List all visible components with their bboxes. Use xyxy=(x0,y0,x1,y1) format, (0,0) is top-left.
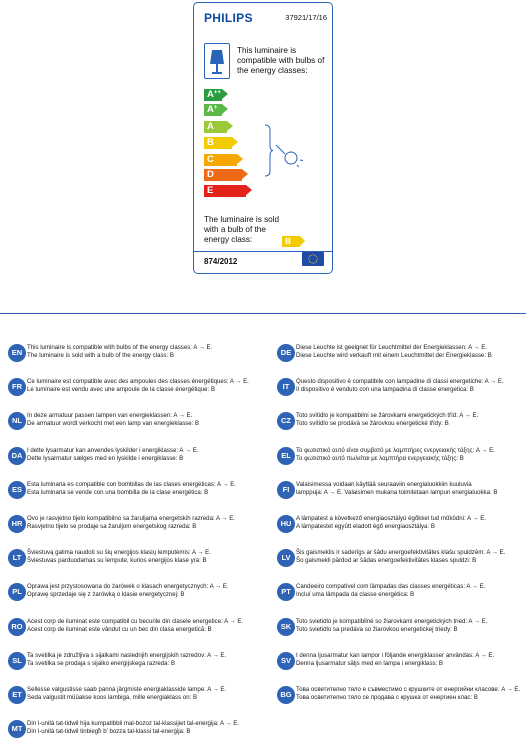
language-code-badge: EN xyxy=(8,344,26,362)
energy-class-letter: E xyxy=(207,185,214,196)
energy-class-3-bar xyxy=(204,121,227,133)
translation-pt xyxy=(269,579,519,605)
sold-with-line: Esta luminaria se vende con una bombilla de la clase energética: B xyxy=(27,488,209,496)
compatibility-line: Ta svetilka je združljiva s sijalkami naslednjih energijskih razredov: A → E. xyxy=(27,651,227,659)
compatibility-line: Sellesse valgustisse saab panna järgmiste energiaklasside lampe: A → E. xyxy=(27,686,227,693)
translation-sl xyxy=(0,648,250,674)
language-code-badge: CZ xyxy=(277,412,295,430)
energy-class-plus: ++ xyxy=(213,90,221,96)
sold-with-line: lamppuja: A → E. Valaisimen mukana toimitetaan lampun energialuokka: B xyxy=(296,488,498,496)
compatibility-line: A lámpatest a következő energiaosztályú égőkkel tud működni: A → E. xyxy=(296,515,487,522)
energy-class-6-bar xyxy=(204,169,242,181)
language-code-badge: NL xyxy=(8,412,26,430)
energy-class-letter: B xyxy=(207,137,214,148)
language-code-badge: SL xyxy=(8,652,26,670)
bracket-icon xyxy=(263,124,273,177)
energy-class-letter: A xyxy=(207,89,214,100)
eu-flag-icon xyxy=(302,252,324,266)
lamp-icon xyxy=(204,43,230,79)
sold-with-line: A lámpatestet együtt eladott égő energiaosztálya: B xyxy=(296,523,435,530)
bulb-icon xyxy=(276,141,310,167)
language-code-badge: PT xyxy=(277,583,295,601)
sold-with-line: Le luminaire est vendu avec une ampoule de la classe énergétique: B xyxy=(27,386,216,394)
compatibility-line: Το φωτιστικό αυτό είναι συμβατό με λαμπτήρες ενεργειακής τάξης: A → E. xyxy=(296,446,495,454)
compatibility-line: I denna ljusarmatur kan lampor i följande energiklasser användas: A → E. xyxy=(296,651,495,659)
compatibility-line: Toto svítidlo je kompatibilní se žárovkami energetických tříd: A → E. xyxy=(296,412,479,420)
language-code-badge: ES xyxy=(8,481,26,499)
sold-with-line: Това осветително тяло се продава с крушка от енергиен клас: B xyxy=(296,694,478,701)
language-code-badge: HU xyxy=(277,515,295,533)
translation-mt xyxy=(0,716,250,742)
sold-with-line: Oprawę sprzedaje się z żarówką o klasie energetycznej: B xyxy=(27,591,185,599)
language-code-badge: FR xyxy=(8,378,26,396)
sold-with-line: Incluí uma lâmpada da classe energética: B xyxy=(296,591,415,599)
language-code-badge: SV xyxy=(277,652,295,670)
compatibility-line: Ce luminaire est compatible avec des ampoules des classes énergétiques: A → E. xyxy=(27,378,249,386)
compatibility-line: Diese Leuchte ist geeignet für Leuchtmittel der Energieklassen: A → E. xyxy=(296,344,488,351)
model-number: 37921/17/16 xyxy=(285,13,327,22)
compatibility-line: Questo dispositivo è compatibile con lampadine di classi energetiche: A → E. xyxy=(296,378,504,386)
language-code-badge: MT xyxy=(8,720,26,738)
section-divider xyxy=(0,313,526,314)
translation-hr xyxy=(0,511,250,537)
sold-with-line: The luminaire is sold with a bulb of the energy class: B xyxy=(27,352,174,359)
sold-with-line: Šviestuvas parduodamas su lempute, kurios energijos klasė yra: B xyxy=(27,557,207,565)
translation-fi xyxy=(269,477,519,503)
energy-class-1-bar xyxy=(204,89,222,101)
energy-label xyxy=(193,2,333,274)
energy-class-letter: A xyxy=(207,121,214,132)
language-code-badge: HR xyxy=(8,515,26,533)
sold-with-line: Il dispositivo è venduto con una lampadina di classe energetica: B xyxy=(296,386,474,394)
translation-lv xyxy=(269,545,519,571)
sold-class-arrow xyxy=(282,236,300,247)
energy-class-letter: D xyxy=(207,169,214,180)
compatibility-line: This luminaire is compatible with bulbs of the energy classes: A → E. xyxy=(27,344,213,351)
translation-de xyxy=(269,340,519,366)
energy-class-4-bar xyxy=(204,137,232,149)
sold-with-line: Diese Leuchte wird verkauft mit einem Leuchtmittel der Energieklasse: B xyxy=(296,352,492,359)
compatibility-line: Valaisimessa voidaan käyttää seuraaviin energialuokkiin kuuluvia xyxy=(296,480,472,488)
compatibility-line: Šviestuvą galima naudoti su šių energijos klasių lemputėmis: A → E. xyxy=(27,549,211,557)
translation-ro xyxy=(0,614,250,640)
language-code-badge: LV xyxy=(277,549,295,567)
compatibility-line: Oprawa jest przystosowana do żarówek o klasach energetycznych: A → E. xyxy=(27,583,229,591)
energy-class-7-bar xyxy=(204,185,246,197)
compatibility-line: Toto svietidlo je kompatibilné so žiarovkami energetických tried: A → E. xyxy=(296,617,488,625)
translation-da xyxy=(0,443,250,469)
language-code-badge: ET xyxy=(8,686,26,704)
sold-class-letter: B xyxy=(285,236,292,246)
translation-bg xyxy=(269,682,519,708)
sold-with-line: Acest corp de iluminat este vândut cu un bec din clasa energetică: B xyxy=(27,625,212,633)
translation-fr xyxy=(0,374,250,400)
language-code-badge: LT xyxy=(8,549,26,567)
sold-with-line: Din l-unità tat-tidwil tinbiegħ b' bozza tal-klassi tal-enerġija: B xyxy=(27,728,191,736)
translation-cz xyxy=(269,408,519,434)
sold-with-line: Šo gaismekli pārdod ar šādas energoefektivitātes klases spuldzi: B xyxy=(296,557,477,565)
translation-en xyxy=(0,340,250,366)
translation-es xyxy=(0,477,250,503)
compatibility-line: Acest corp de iluminat este compatibil cu becurile din clasele energetice: A → E. xyxy=(27,617,244,625)
compatibility-line: Candeeiro compatível com lâmpadas das classes energéticas: A → E. xyxy=(296,583,486,591)
compatibility-line: Ovo je rasvjetno tijelo kompatibilno sa žaruljama energetskih razreda: A → E. xyxy=(27,515,235,522)
language-code-badge: EL xyxy=(277,447,295,465)
language-code-badge: FI xyxy=(277,481,295,499)
sold-with-line: Seda valgustit müüakse koos lambiga, mille energiaklass on: B xyxy=(27,694,198,701)
language-code-badge: PL xyxy=(8,583,26,601)
sold-with-line: De armatuur wordt verkocht met een lamp van energieklasse: B xyxy=(27,420,200,428)
compatibility-text: This luminaire is compatible with bulbs of the energy classes: xyxy=(237,46,325,75)
compatibility-line: I dette lysarmatur kan anvendes lyskilder i energiklasse: A → E. xyxy=(27,446,199,454)
energy-class-2-bar xyxy=(204,104,222,116)
compatibility-line: Šis gaismeklis ir saderīgs ar šādu energoefektivitātes klašu spuldzēm: A → E. xyxy=(296,549,506,557)
sold-with-line: Toto svietidlo sa predáva so žiarovkou energetickej triedy: B xyxy=(296,625,458,633)
language-code-badge: DE xyxy=(277,344,295,362)
sold-with-text: The luminaire is sold with a bulb of the energy class: xyxy=(204,215,280,244)
translation-pl xyxy=(0,579,250,605)
sold-with-line: Rasvjetno tijelo se prodaje sa žaruljom energetskog razreda: B xyxy=(27,523,197,530)
sold-with-line: Toto svítidlo se prodává se žárovkou energetické třídy: B xyxy=(296,420,449,428)
sold-with-line: Ta svetilka se prodaja s sijalko energijskega razreda: B xyxy=(27,659,176,667)
energy-class-plus: + xyxy=(213,105,218,111)
compatibility-line: Din l-unità tat-tidwil hija kumpatibbli mal-bozoz tal-klassijiet tal-enerġija: A → E. xyxy=(27,720,240,728)
regulation-number: 874/2012 xyxy=(204,257,238,266)
compatibility-line: Esta luminaria es compatible con bombillas de las clases energéticas: A → E. xyxy=(27,480,236,488)
language-code-badge: BG xyxy=(277,686,295,704)
sold-with-line: Dette lysarmatur sælges med en lyskilde i energiklasse: B xyxy=(27,454,184,462)
language-code-badge: RO xyxy=(8,618,26,636)
translation-sk xyxy=(269,614,519,640)
brand-logo: PHILIPS xyxy=(204,11,253,25)
translation-et xyxy=(0,682,250,708)
translation-hu xyxy=(269,511,519,537)
language-code-badge: IT xyxy=(277,378,295,396)
translation-lt xyxy=(0,545,250,571)
language-code-badge: DA xyxy=(8,447,26,465)
sold-with-line: Το φωτιστικό αυτό πωλείται με λαμπτήρα ενεργειακής τάξης: B xyxy=(296,454,464,462)
energy-class-letter: A xyxy=(207,104,214,115)
compatibility-line: Това осветително тяло е съвместимо с крушките от енергийни класове: A → E. xyxy=(296,686,521,693)
translation-sv xyxy=(269,648,519,674)
translation-nl xyxy=(0,408,250,434)
compatibility-line: In deze armatuur passen lampen van energieklassen: A → E. xyxy=(27,412,193,420)
energy-class-5-bar xyxy=(204,154,237,166)
translation-el xyxy=(269,443,519,469)
language-code-badge: SK xyxy=(277,618,295,636)
energy-class-letter: C xyxy=(207,154,214,165)
translation-it xyxy=(269,374,519,400)
sold-with-line: Denna ljusarmatur säljs med en lampa i energiklass: B xyxy=(296,659,443,667)
